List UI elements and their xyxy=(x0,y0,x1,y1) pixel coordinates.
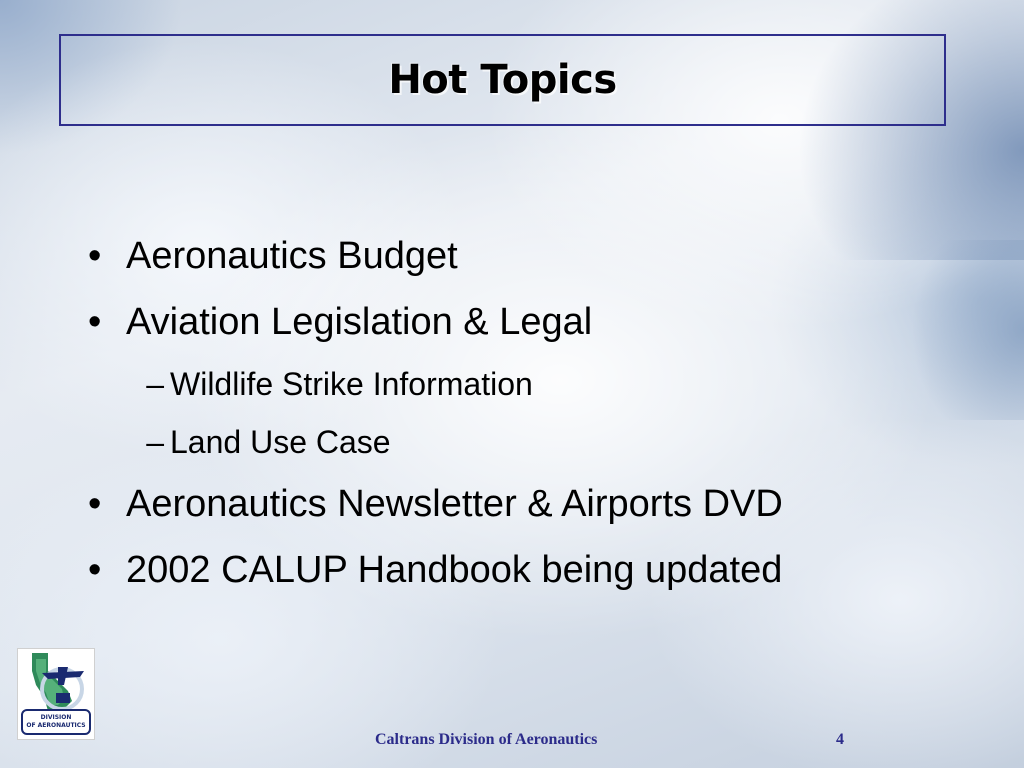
logo-line-1: DIVISION xyxy=(40,714,72,721)
sub-bullet-text: Wildlife Strike Information xyxy=(170,366,533,402)
footer-text: Caltrans Division of Aeronautics xyxy=(375,731,598,748)
slide-title: Hot Topics xyxy=(388,57,617,103)
sub-bullet-marker: – xyxy=(146,424,164,460)
bullet-marker: • xyxy=(88,301,102,343)
bullet-text: Aviation Legislation & Legal xyxy=(126,301,593,343)
bullet-item xyxy=(88,542,988,608)
bullet-text: Aeronautics Budget xyxy=(126,235,458,277)
bullet-marker: • xyxy=(88,235,102,277)
state-outline-icon xyxy=(18,649,94,715)
bullet-item xyxy=(88,294,988,360)
bullet-item xyxy=(88,476,988,542)
caltrans-aeronautics-logo xyxy=(17,648,95,740)
bullet-marker: • xyxy=(88,483,102,525)
bullet-marker: • xyxy=(88,549,102,591)
bullet-text: Aeronautics Newsletter & Airports DVD xyxy=(126,483,783,525)
sub-bullet-item xyxy=(88,418,988,476)
page-number: 4 xyxy=(836,731,844,748)
bullet-text: 2002 CALUP Handbook being updated xyxy=(126,549,783,591)
sub-bullet-marker: – xyxy=(146,366,164,402)
title-box xyxy=(59,34,946,126)
bullet-item xyxy=(88,228,988,294)
logo-line-2: OF AERONAUTICS xyxy=(26,722,86,729)
logo-caption xyxy=(21,709,91,735)
sub-bullet-text: Land Use Case xyxy=(170,424,391,460)
bullet-list xyxy=(88,228,988,608)
sub-bullet-item xyxy=(88,360,988,418)
